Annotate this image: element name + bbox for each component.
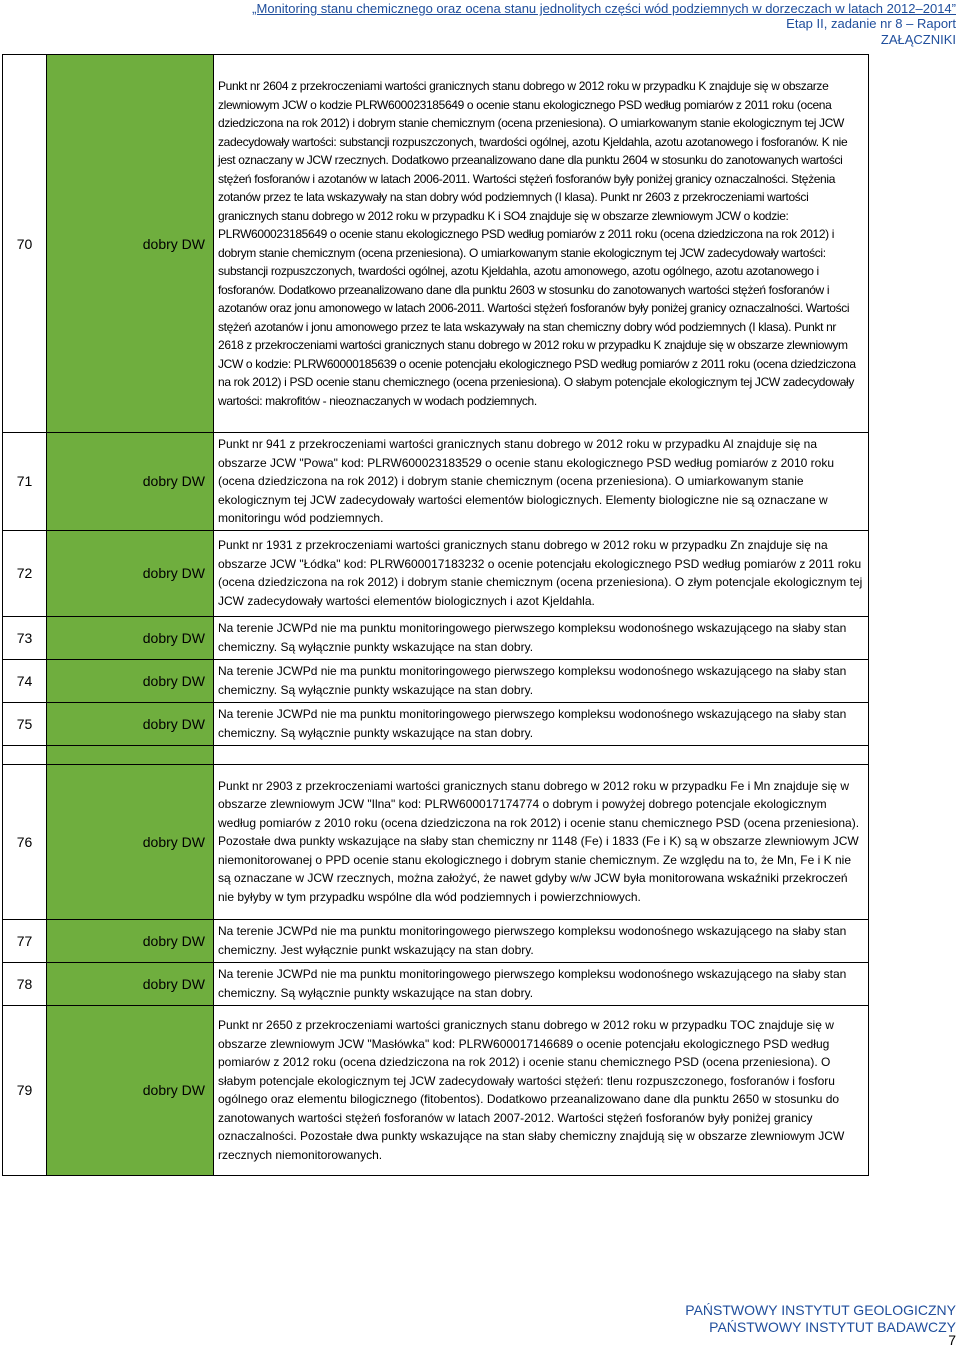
row-description: Punkt nr 941 z przekroczeniami wartości granicznych stanu dobrego w 2012 roku w przypadku Al znajduje się na obszarze JCW "Powa" kod: PLRW600023183529 o ocenie stanu ekologicznego PSD według pomiarów z 2010 roku (ocena dziedziczona na rok 2012) i dobrym stanie chemicznym (ocena przeniesiona). O umiarkowanym stanie ekologicznym tej JCW zadecydowały wartości elementów biologicznych. Elementy biologiczne nie są oznaczane w monitoringu wód podziemnych. — [214, 433, 869, 531]
footer-institute: PAŃSTWOWY INSTYTUT GEOLOGICZNY — [685, 1302, 956, 1318]
row-number: 75 — [3, 702, 47, 745]
table-row — [3, 659, 869, 702]
footer-institute-subtitle: PAŃSTWOWY INSTYTUT BADAWCZY — [709, 1319, 956, 1335]
status-cell: dobry DW — [47, 919, 214, 962]
status-cell: dobry DW — [47, 1005, 214, 1175]
status-cell: dobry DW — [47, 702, 214, 745]
status-cell: dobry DW — [47, 616, 214, 659]
row-number: 70 — [3, 55, 47, 433]
status-cell: dobry DW — [47, 433, 214, 531]
report-stage: Etap II, zadanie nr 8 – Raport — [786, 16, 956, 31]
table-row — [3, 764, 869, 919]
table-row — [3, 433, 869, 531]
row-description: Na terenie JCWPd nie ma punktu monitoringowego pierwszego kompleksu wodonośnego wskazującego na słaby stan chemiczny. Są wyłącznie punkty wskazujące na stan dobry. — [214, 962, 869, 1005]
row-number: 74 — [3, 659, 47, 702]
spacer-row — [3, 745, 869, 764]
assessment-table — [2, 54, 869, 1176]
table-row — [3, 616, 869, 659]
row-number: 79 — [3, 1005, 47, 1175]
report-section: ZAŁĄCZNIKI — [880, 32, 956, 47]
row-description: Punkt nr 1931 z przekroczeniami wartości granicznych stanu dobrego w 2012 roku w przypadku Zn znajduje się na obszarze JCW "Łódka" kod: PLRW600017183232 o ocenie potencjału ekologicznego PSD według pomiarów z 2011 roku (ocena dziedziczona na rok 2012) i dobrym stanie chemicznym (ocena przeniesiona). O złym potencjale ekologicznym tej JCW zadecydowały wartości elementów biologicznych i azot Kjeldahla. — [214, 530, 869, 616]
report-title: „Monitoring stanu chemicznego oraz ocena stanu jednolitych części wód podziemnych w dorzeczach w latach 2012–2014” — [252, 1, 956, 16]
table-row — [3, 919, 869, 962]
row-number: 71 — [3, 433, 47, 531]
table-row — [3, 55, 869, 433]
table-row — [3, 962, 869, 1005]
status-cell: dobry DW — [47, 55, 214, 433]
status-cell: dobry DW — [47, 530, 214, 616]
table-row — [3, 702, 869, 745]
row-number: 73 — [3, 616, 47, 659]
status-cell: dobry DW — [47, 764, 214, 919]
row-description: Punkt nr 2604 z przekroczeniami wartości granicznych stanu dobrego w 2012 roku w przypadku K znajduje się w obszarze zlewniowym JCW o kodzie PLRW600023185649 o ocenie stanu ekologicznego PSD według pomiarów z 2011 roku (ocena dziedziczona na rok 2012) i dobrym stanie chemicznym (ocena przeniesiona). O umiarkowanym stanie ekologicznym tej JCW zadecydowały wartości: substancji rozpuszczonych, twardości ogólnej, azotu Kjeldahla, azotu azotanowego i fosforanów. K nie jest oznaczany w JCW rzecznych. Dodatkowo przeanalizowano dane dla punktu 2604 w stosunku do zanotowanych wartości stężeń fosforanów i azotanów w latach 2006-2011. Wartości stężeń fosforanów były poniżej granicy oznaczalności. Stężenia zotanów przez te lata wskazywały na stan dobry wód podziemnych (I klasa). Punkt nr 2603 z przekroczeniami wartości granicznych stanu dobrego w 2012 roku w przypadku K i SO4 znajduje się w obszarze zlewniowym JCW o kodzie: PLRW600023185649 o ocenie stanu ekologicznego PSD według pomiarów z 2011 roku (ocena dziedziczona na rok 2012) i dobrym stanie chemicznym (ocena przeniesiona). O umiarkowanym stanie ekologicznym tej JCW zadecydowały wartości: substancji rozpuszczonych, twardości ogólnej, azotu Kjeldahla, azotu amonowego, azotu ogólnego, azotu azotanowego i fosforanów. Dodatkowo przeanalizowano dane dla punktu 2603 w stosunku do zanotowanych wartości stężeń fosforanów i azotanów oraz jonu amonowego w latach 2006-2011. Wartości stężeń fosforanów były poniżej granicy oznaczalności. Wartości stężeń azotanów i jonu amonowego przez te lata wskazywały na stan chemiczny dobry wód podziemnych (I klasa). Punkt nr 2618 z przekroczeniami wartości granicznych stanu dobrego w 2012 roku w przypadku K znajduje się w obszarze zlewniowym JCW o kodzie: PLRW60000185639 o ocenie potencjału ekologicznego PSD według pomiarów z 2011 roku (ocena dziedziczona na rok 2012) i PSD ocenie stanu chemicznego (ocena przeniesiona). O słabym potencjale ekologicznym tej JCW zadecydowały wartości: makrofitów - nieoznaczanych w wodach podziemnych. — [214, 55, 869, 433]
row-number: 76 — [3, 764, 47, 919]
status-cell: dobry DW — [47, 962, 214, 1005]
row-description: Na terenie JCWPd nie ma punktu monitoringowego pierwszego kompleksu wodonośnego wskazującego na słaby stan chemiczny. Są wyłącznie punkty wskazujące na stan dobry. — [214, 702, 869, 745]
page-number: 7 — [948, 1332, 956, 1348]
row-description: Na terenie JCWPd nie ma punktu monitoringowego pierwszego kompleksu wodonośnego wskazującego na słaby stan chemiczny. Są wyłącznie punkty wskazujące na stan dobry. — [214, 659, 869, 702]
row-description: Punkt nr 2903 z przekroczeniami wartości granicznych stanu dobrego w 2012 roku w przypadku Fe i Mn znajduje się w obszarze zlewniowym JCW "Ilna" kod: PLRW600017174774 o dobrym i powyżej dobrego potencjale ekologicznym według pomiarów z 2010 roku (ocena dziedziczona na rok 2012) i ocenie stanu chemicznego PSD (ocena przeniesiona). Pozostałe dwa punkty wskazujące na słaby stan chemiczny nr 1148 (Fe) i 1833 (Fe i K) są w obszarze zlewniowym JCW niemonitorowanej o PPD ocenie stanu ekologicznego i dobrym stanie chemicznym. Ze względu na to, że Mn, Fe i K nie są oznaczane w JCW rzecznych, można założyć, że nawet gdyby w/w JCW była monitorowana wskaźniki przekroczeń nie byłyby w tym przypadku wspólne dla wód podziemnych i powierzchniowych. — [214, 764, 869, 919]
row-number: 77 — [3, 919, 47, 962]
row-description: Na terenie JCWPd nie ma punktu monitoringowego pierwszego kompleksu wodonośnego wskazującego na słaby stan chemiczny. Jest wyłącznie punkt wskazujący na stan dobry. — [214, 919, 869, 962]
table-row — [3, 530, 869, 616]
table-row — [3, 1005, 869, 1175]
row-description: Na terenie JCWPd nie ma punktu monitoringowego pierwszego kompleksu wodonośnego wskazującego na słaby stan chemiczny. Są wyłącznie punkty wskazujące na stan dobry. — [214, 616, 869, 659]
row-description: Punkt nr 2650 z przekroczeniami wartości granicznych stanu dobrego w 2012 roku w przypadku TOC znajduje się w obszarze zlewniowym JCW "Masłówka" kod: PLRW600017146689 o ocenie potencjału ekologicznego PSD według pomiarów z 2012 roku (ocena dziedziczona na rok 2012) i ocenie stanu chemicznego PSD (ocena przeniesiona). O słabym potencjale ekologicznym tej JCW zadecydowały wartości stężeń: tlenu rozpuszczonego, fosforanów i fosforu ogólnego oraz elementu bilogicznego (fitobentos). Dodatkowo przeanalizowano dane dla punktu 2650 w stosunku do zanotowanych wartości stężeń fosforanów w latach 2007-2012. Wartości stężeń fosforanów były poniżej granicy oznaczalności. Pozostałe dwa punkty wskazujące na stan słaby chemiczny znajdują się w obszarze zlewniowym JCW rzecznych niemonitorowanych. — [214, 1005, 869, 1175]
row-number: 78 — [3, 962, 47, 1005]
status-cell: dobry DW — [47, 659, 214, 702]
row-number: 72 — [3, 530, 47, 616]
